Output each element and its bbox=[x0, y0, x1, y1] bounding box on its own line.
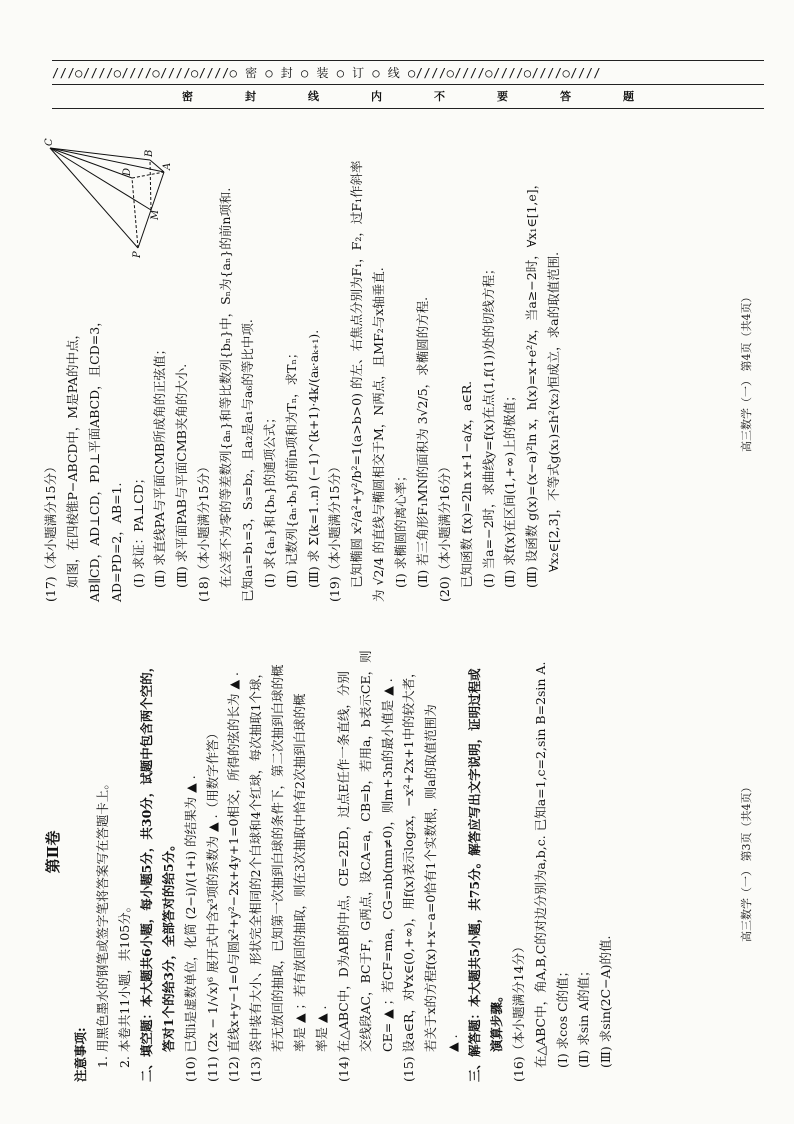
binding-notice: 密封线内不要答题 bbox=[182, 90, 686, 103]
label-c: C bbox=[44, 138, 55, 146]
question-14-line-3: CE= ▲ ；若CF=ma，CG=nb(mn≠0)，则m+3n的最小值是 ▲ . bbox=[379, 678, 395, 1052]
question-20-stem: 已知函数 f(x)=2ln x+1−a/x，a∈R. bbox=[458, 380, 474, 588]
question-17-part-2: (Ⅱ) 求直线PA与平面CMB所成角的正弦值； bbox=[152, 342, 168, 588]
section-3-title: 三、解答题：本大题共5小题，共75分。解答应写出文字说明，证明过程或 bbox=[467, 668, 482, 1082]
pyramid-figure bbox=[40, 130, 173, 260]
edge-pd bbox=[132, 178, 138, 248]
question-20-title: (20)（本小题满分16分） bbox=[436, 460, 452, 602]
question-14-line-1: (14) 在△ABC中，D为AB的中点，CE=2ED，过点E任作一条直线，分别 bbox=[335, 671, 351, 1082]
question-18-part-2: (Ⅱ) 记数列{aₙ·bₙ}的前n项和为Tₙ，求Tₙ； bbox=[283, 346, 299, 588]
label-d: D bbox=[122, 167, 133, 176]
section-2-title: 二、填空题：本大题共6小题，每小题5分，共30分，试题中包含两个空的， bbox=[138, 659, 154, 1082]
question-18-title: (18)（本小题满分15分） bbox=[196, 460, 212, 602]
edge-mb bbox=[150, 160, 151, 210]
question-18-part-1: (Ⅰ) 求{aₙ}和{bₙ}的通项公式； bbox=[261, 411, 277, 588]
question-17-title: (17)（本小题满分15分） bbox=[43, 460, 58, 602]
question-19-title: (19)（本小题满分15分） bbox=[327, 460, 343, 602]
edge-cp bbox=[50, 148, 138, 248]
question-19-part-1: (Ⅰ) 求椭圆的离心率； bbox=[393, 469, 408, 588]
binding-strip bbox=[52, 60, 764, 110]
section-2-subtitle: 答对1个的给3分，全部答对的给5分。 bbox=[160, 838, 176, 1052]
question-18-part-3: (Ⅲ) 求 Σ(k=1..n) (−1)^(k+1)·4k/(aₖ·aₖ₊₁). bbox=[305, 329, 321, 588]
question-15-line-1: (15) 设a∈R，对∀x∈(0,+∞)，用f(x)表示log₂x，−x²+2x+1中的较大者， bbox=[401, 665, 417, 1082]
question-10: (10) 已知i是虚数单位，化简 (2−i)/(1+i) 的结果为 ▲ . bbox=[182, 775, 198, 1082]
question-15-line-2: 若关于x的方程f(x)+x−a=0恰有1个实数根，则a的取值范围为 bbox=[423, 704, 439, 1052]
question-20-part-3-cont: ∀x₂∈[2,3]，不等式g(x₁)≤h²(x₂)恒成立，求a的取值范围. bbox=[546, 251, 562, 572]
question-17-part-3: (Ⅲ) 求平面PAB与平面CMB夹角的大小. bbox=[174, 363, 190, 588]
label-m: M bbox=[150, 209, 161, 220]
binding-line-bottom bbox=[52, 108, 764, 109]
question-19-stem-2: 为 √2/4 的直线与椭圆相交于M，N两点，且MF₂与x轴垂直. bbox=[371, 267, 387, 602]
question-16-part-1: (Ⅰ) 求cos C的值； bbox=[554, 964, 570, 1068]
rotated-content bbox=[40, 122, 760, 1082]
question-12: (12) 直线x+y−1=0与圆x²+y²−2x+4y+1=0相交，所得的弦的长为 ▲ . bbox=[226, 671, 242, 1082]
question-18-stem-2: 已知a₁=b₁=3，S₃=b₂，且a₂是a₁与a₆的等比中项. bbox=[239, 319, 255, 602]
question-17-stem-3: AD=PD=2，AB=1. bbox=[108, 482, 124, 602]
section-3-subtitle: 演算步骤。 bbox=[488, 989, 504, 1052]
right-column bbox=[40, 122, 760, 602]
question-17-part-1: (Ⅰ) 求证：PA⊥CD； bbox=[130, 471, 146, 588]
question-16-title: (16)（本小题满分14分） bbox=[510, 940, 526, 1082]
label-b: B bbox=[144, 149, 155, 157]
question-20-part-2: (Ⅱ) 求f(x)在区间(1,+∞)上的极值； bbox=[502, 389, 518, 588]
question-13-line-1: (13) 袋中装有大小、形状完全相同的2个白球和4个红球，每次抽取1个球， bbox=[248, 666, 264, 1082]
question-17-stem-2: AB∥CD，AD⊥CD，PD⊥平面ABCD，且CD=3， bbox=[86, 314, 102, 602]
label-p: P bbox=[132, 251, 143, 258]
question-16-stem: 在△ABC中，角A,B,C的对边分别为a,b,c. 已知a=1,c=2,sin B=2sin A. bbox=[532, 661, 548, 1068]
question-19-part-2: (Ⅱ) 若三角形F₁MN的面积为 3√2/5，求椭圆的方程. bbox=[414, 296, 430, 588]
question-13-line-2: 若无放回的抽取，已知第一次抽到白球的条件下，第二次抽到白球的概 bbox=[270, 664, 286, 1052]
question-16-part-2: (Ⅱ) 求sin A的值； bbox=[576, 964, 592, 1068]
question-13-line-4: 率是 ▲ . bbox=[313, 1005, 329, 1052]
notes-title: 注意事项: bbox=[73, 1027, 89, 1082]
note-1: 1. 用黑色墨水的钢笔或签字笔将答案写在答题卡上。 bbox=[95, 777, 111, 1068]
label-a: A bbox=[162, 162, 173, 170]
question-18-stem-1: 在公差不为零的等差数列{aₙ}和等比数列{bₙ}中，Sₙ为{aₙ}的前n项和. bbox=[218, 187, 233, 588]
question-14-line-2: 交线段AC，BC于F，G两点，设CA=a，CB=b，若用a，b表示CE，则 bbox=[357, 650, 373, 1052]
binding-line-top bbox=[52, 60, 764, 61]
question-16-part-3: (Ⅲ) 求sin(2C−A)的值. bbox=[598, 935, 614, 1068]
left-column bbox=[40, 622, 760, 1082]
edge-mc bbox=[50, 148, 151, 210]
question-15-line-3: ▲ . bbox=[445, 1034, 461, 1052]
seal-row: ///○////○////○////○////○ 密 ○ 封 ○ 装 ○ 订 ○ 线 ○////○////○////○////○//// bbox=[52, 66, 602, 80]
note-2: 2. 本卷共11小题，共105分。 bbox=[117, 899, 132, 1068]
binding-line-middle bbox=[52, 84, 764, 85]
question-17-stem-1: 如图，在四棱锥P−ABCD中，M是PA的中点， bbox=[64, 326, 80, 588]
page-footer-3: 高三数学（一） 第3页（共4页） bbox=[739, 781, 753, 942]
question-11: (11) (2x − 1/√x)⁶ 展开式中含x³项的系数为 ▲ .（用数字作答） bbox=[204, 726, 220, 1082]
section-heading: 第Ⅱ卷 bbox=[44, 830, 62, 874]
page-footer-4: 高三数学（一） 第4页（共4页） bbox=[739, 291, 753, 452]
question-13-line-3: 率是 ▲ ；若有放回的抽取，则在3次抽取中恰有2次抽到白球的概 bbox=[292, 693, 307, 1052]
edge-da bbox=[132, 172, 164, 178]
question-20-part-1: (Ⅰ) 当a=−2时，求曲线y=f(x)在点(1,f(1))处的切线方程； bbox=[480, 262, 496, 588]
question-19-stem-1: 已知椭圆 x²/a²+y²/b²=1(a>b>0) 的左、右焦点分别为F₁，F₂，过F₁作斜率 bbox=[349, 160, 365, 588]
question-20-part-3: (Ⅲ) 设函数 g(x)=(x−a)²ln x，h(x)=x+e²/x，当a≥−2时，∀x₁∈[1,e]， bbox=[524, 176, 540, 588]
